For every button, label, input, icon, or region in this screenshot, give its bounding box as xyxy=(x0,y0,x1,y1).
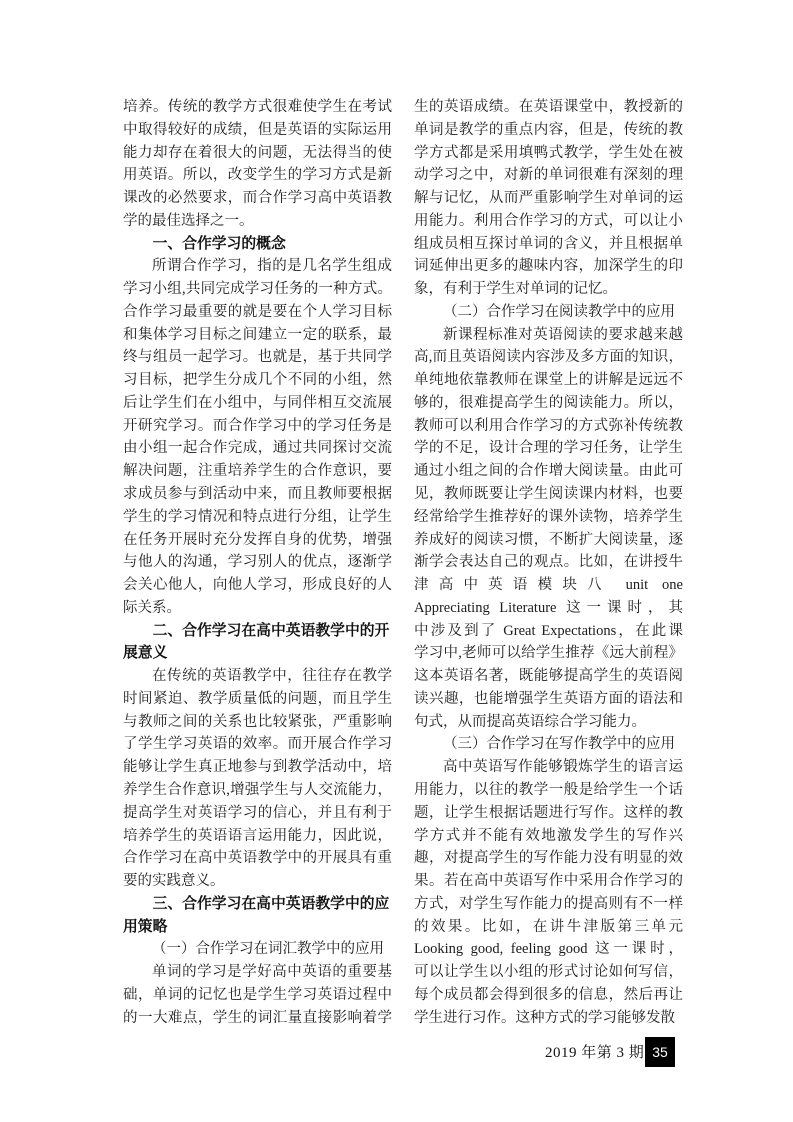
text-line: 用英语。所以，改变学生的学习方式是新 xyxy=(123,167,392,184)
text-line: 了学生学习英语的效率。而开展合作学习 xyxy=(123,736,392,753)
text-line: Appreciating Literature 这一课时，其 xyxy=(414,599,683,616)
text-line: 培养学生的英语语言运用能力，因此说， xyxy=(123,827,392,844)
text-line: 趣，对提高学生的写作能力没有明显的效 xyxy=(414,850,683,867)
text-line: 方式，对学生写作能力的提高则有不一样 xyxy=(414,895,683,912)
text-line: 这本英语名著，既能够提高学生的英语阅 xyxy=(414,668,683,685)
article-right-column xyxy=(414,96,683,1029)
text-line: 开研究学习。而合作学习中的学习任务是 xyxy=(123,417,392,434)
text-line: 象，有利于学生对单词的记忆。 xyxy=(414,281,617,298)
text-line: 课改的必然要求，而合作学习高中英语教 xyxy=(123,190,392,207)
text-line: 和集体学习目标之间建立一定的联系，最 xyxy=(123,326,392,343)
text-line: 要的实践意义。 xyxy=(123,873,225,890)
text-line: 在传统的英语教学中，往往存在教学 xyxy=(152,668,392,685)
text-line: 在任务开展时充分发挥自身的优势，增强 xyxy=(123,531,392,548)
text-line: 础，单词的记忆也是学生学习英语过程中 xyxy=(123,986,392,1003)
text-line: 解决问题，注重培养学生的合作意识，要 xyxy=(123,463,392,480)
article-left-column xyxy=(123,96,392,1029)
text-line: 学习中,老师可以给学生推荐《远大前程》 xyxy=(414,645,683,662)
text-line: 与他人的沟通，学习别人的优点，逐渐学 xyxy=(123,554,392,571)
text-line: 能够让学生真正地参与到教学活动中，培 xyxy=(123,759,392,776)
text-line: （三）合作学习在写作教学中的应用 xyxy=(443,736,675,753)
text-line: Looking good, feeling good 这一课时， xyxy=(414,941,683,958)
text-line: 够的，很难提高学生的阅读能力。所以， xyxy=(414,394,683,411)
text-line: 所谓合作学习，指的是几名学生组成 xyxy=(152,258,392,275)
text-line: 可以让学生以小组的形式讨论如何写信， xyxy=(414,964,683,981)
section-heading-line: 展意义 xyxy=(123,645,168,662)
text-line: 学方式并不能有效地激发学生的写作兴 xyxy=(414,827,683,844)
text-line: （一）合作学习在词汇教学中的应用 xyxy=(152,941,384,958)
text-line: 后让学生们在小组中，与同伴相互交流展 xyxy=(123,394,392,411)
text-line: （二）合作学习在阅读教学中的应用 xyxy=(443,303,675,320)
text-line: 单词是教学的重点内容，但是，传统的教 xyxy=(414,121,683,138)
text-line: 培养。传统的教学方式很难使学生在考试 xyxy=(123,99,392,115)
text-line: 学的最佳选择之一。 xyxy=(123,212,254,229)
text-line: 高中英语写作能够锻炼学生的语言运 xyxy=(443,759,683,776)
text-line: 经常给学生推荐好的课外读物，培养学生 xyxy=(414,508,683,525)
text-line: 津高中英语模块八 unit one xyxy=(414,577,683,594)
text-line: 与教师之间的关系也比较紧张，严重影响 xyxy=(123,713,392,730)
text-line: 解与记忆，从而严重影响学生对单词的运 xyxy=(414,190,683,207)
text-line: 教师可以利用合作学习的方式弥补传统教 xyxy=(414,417,683,434)
text-line: 题，让学生根据话题进行写作。这样的教 xyxy=(414,804,683,821)
text-line: 际关系。 xyxy=(123,599,181,616)
text-line: 学习小组,共同完成学习任务的一种方式。 xyxy=(123,281,392,298)
text-line: 生的英语成绩。在英语课堂中，教授新的 xyxy=(414,99,683,115)
text-line: 单词的学习是学好高中英语的重要基 xyxy=(152,964,392,981)
text-line: 新课程标准对英语阅读的要求越来越 xyxy=(443,326,683,343)
text-line: 单纯地依靠教师在课堂上的讲解是远远不 xyxy=(414,372,683,389)
text-line: 学生的学习情况和特点进行分组，让学生 xyxy=(123,508,392,525)
text-line: 的效果。比如，在讲牛津版第三单元 xyxy=(414,918,683,935)
text-line: 养成好的阅读习惯，不断扩大阅读量，逐 xyxy=(414,531,683,548)
text-line: 学的不足，设计合理的学习任务，让学生 xyxy=(414,440,683,457)
text-line: 句式，从而提高英语综合学习能力。 xyxy=(414,713,646,730)
journal-issue-label: 2019 年第 3 期 xyxy=(545,1045,645,1061)
text-line: 组成员相互探讨单词的含义，并且根据单 xyxy=(414,235,683,252)
text-line: 每个成员都会得到很多的信息，然后再让 xyxy=(414,986,683,1003)
section-heading-line: 二、合作学习在高中英语教学中的开 xyxy=(152,622,390,639)
text-line: 中涉及到了 Great Expectations，在此课 xyxy=(414,622,683,639)
text-line: 学方式都是采用填鸭式教学，学生处在被 xyxy=(414,144,683,161)
text-line: 求成员参与到活动中来，而且教师要根据 xyxy=(123,486,392,503)
text-line: 中取得较好的成绩，但是英语的实际运用 xyxy=(123,121,392,138)
page-number-badge: 35 xyxy=(645,1037,675,1067)
text-line: 的一大难点，学生的词汇量直接影响着学 xyxy=(123,1009,392,1026)
text-line: 会关心他人，向他人学习，形成良好的人 xyxy=(123,577,392,594)
text-line: 读兴趣，也能增强学生英语方面的语法和 xyxy=(414,690,683,707)
text-line: 见，教师既要让学生阅读课内材料，也要 xyxy=(414,486,683,503)
text-line: 学生进行习作。这种方式的学习能够发散 xyxy=(414,1009,675,1026)
text-line: 动学习之中，对新的单词很难有深刻的理 xyxy=(414,167,683,184)
text-line: 通过小组之间的合作增大阅读量。由此可 xyxy=(414,463,683,480)
section-heading-line: 一、合作学习的概念 xyxy=(152,235,286,252)
section-heading-line: 用策略 xyxy=(123,918,168,935)
text-line: 用能力。利用合作学习的方式，可以让小 xyxy=(414,212,683,229)
text-line: 提高学生对英语学习的信心，并且有利于 xyxy=(123,804,392,821)
text-line: 能力却存在着很大的问题，无法得当的使 xyxy=(123,144,392,161)
text-line: 终与组员一起学习。也就是，基于共同学 xyxy=(123,349,392,366)
section-heading-line: 三、合作学习在高中英语教学中的应 xyxy=(152,895,390,912)
text-line: 养学生合作意识,增强学生与人交流能力， xyxy=(123,781,392,798)
text-line: 词延伸出更多的趣味内容，加深学生的印 xyxy=(414,258,683,275)
text-line: 渐学会表达自己的观点。比如，在讲授牛 xyxy=(414,554,683,571)
text-line: 由小组一起合作完成，通过共同探讨交流 xyxy=(123,440,392,457)
text-line: 高,而且英语阅读内容涉及多方面的知识， xyxy=(414,349,683,366)
text-line: 合作学习最重要的就是要在个人学习目标 xyxy=(123,303,392,320)
text-line: 合作学习在高中英语教学中的开展具有重 xyxy=(123,850,392,867)
text-line: 果。若在高中英语写作中采用合作学习的 xyxy=(414,873,683,890)
text-line: 时间紧迫、教学质量低的问题，而且学生 xyxy=(123,690,392,707)
text-line: 习目标，把学生分成几个不同的小组，然 xyxy=(123,372,392,389)
text-line: 用能力，以往的教学一般是给学生一个话 xyxy=(414,781,683,798)
